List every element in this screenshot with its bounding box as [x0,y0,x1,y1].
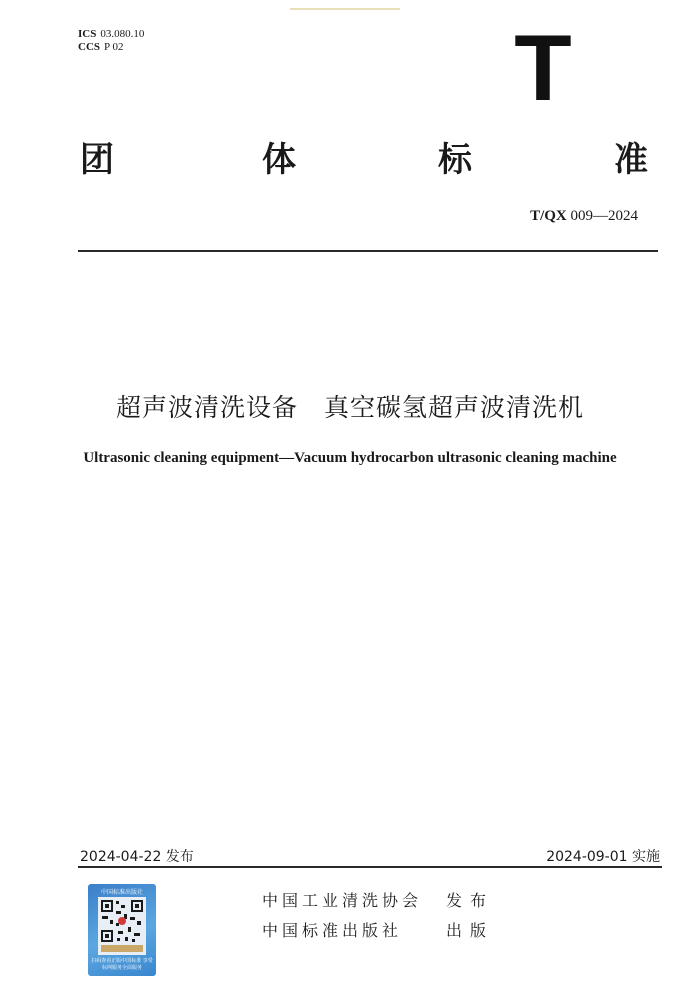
standard-type-letter: T [514,15,572,120]
english-title: Ultrasonic cleaning equipment—Vacuum hydrocarbon ultrasonic cleaning machine [83,450,617,466]
standard-number [530,208,638,225]
category-char: 体 [262,140,296,180]
ics-line [78,28,144,41]
implementation-date: 2024-09-01 实施 [546,849,660,865]
category-char: 团 [80,140,114,180]
standard-number-value: 009—2024 [570,208,638,224]
ccs-label: CCS [78,41,101,53]
standard-category-title [80,136,660,184]
publish-action: 发布 [446,891,495,910]
publisher-association: 中国工业清洗协会 [262,891,423,910]
chinese-title: 超声波清洗设备 真空碳氢超声波清洗机 [115,393,584,422]
ccs-code: P 02 [104,41,124,53]
sticker-bottom-text: 扫码查看正版中国标准 享受标网服务全面服务 [91,958,153,971]
category-char: 准 [614,140,648,180]
standard-number-prefix: T/QX [530,208,567,224]
print-action: 出版 [446,921,495,940]
sticker-top-text: 中国标准出版社 [100,889,143,896]
issue-date: 2024-04-22 发布 [80,849,194,865]
anti-counterfeit-sticker[interactable] [88,884,156,976]
classification-codes [78,28,144,54]
ics-code: 03.080.10 [100,28,145,40]
ccs-line [78,41,144,54]
top-divider [78,250,658,252]
scan-artifact [290,8,400,10]
qr-code-icon [98,897,146,955]
ics-label: ICS [78,28,97,40]
publisher-press: 中国标准出版社 [262,921,403,940]
category-char: 标 [438,140,472,180]
bottom-divider [78,866,662,868]
